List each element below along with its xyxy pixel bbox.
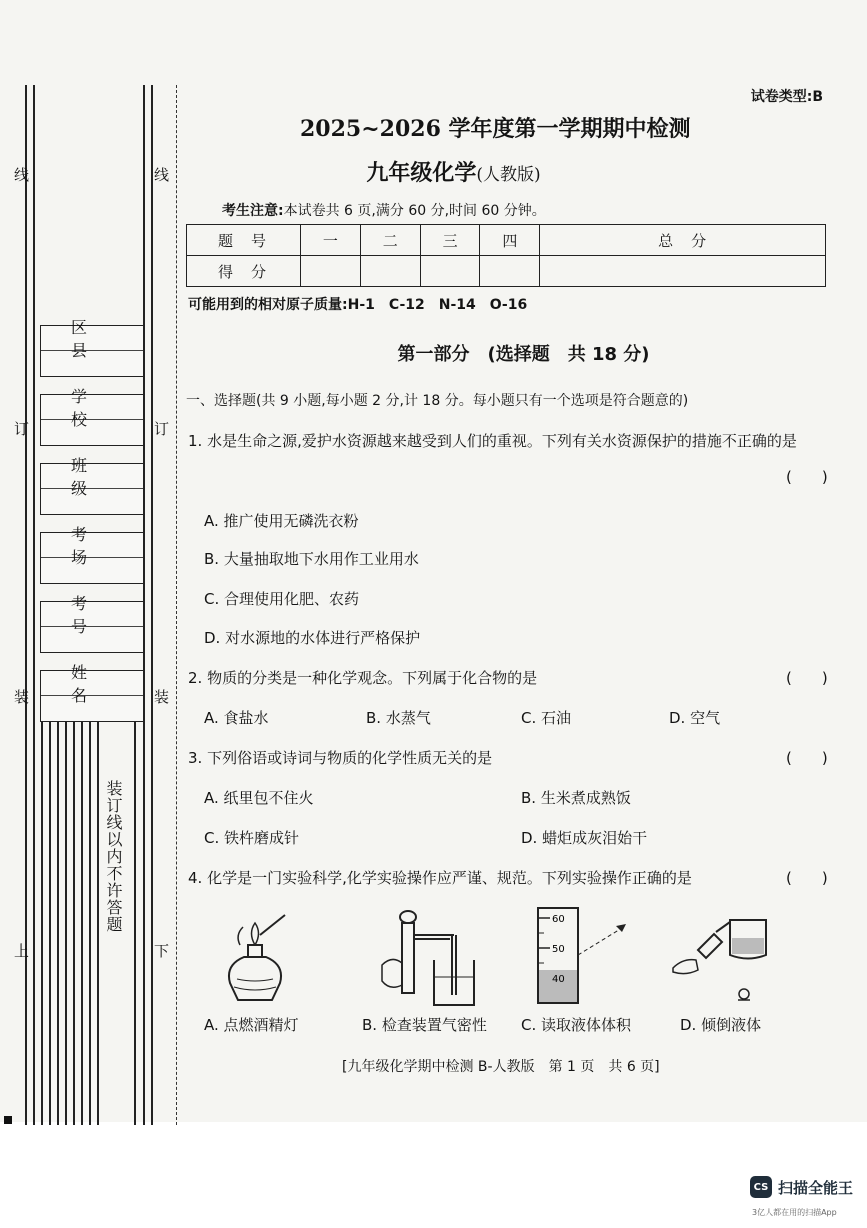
section-title: 第一部分 (选择题 共 18 分) — [397, 344, 650, 365]
scan-bottom-strip — [0, 1122, 867, 1228]
margin-line — [41, 680, 43, 1125]
score-cell[interactable] — [540, 256, 826, 287]
option: C. 合理使用化肥、农药 — [204, 590, 360, 608]
question-stem: 2. 物质的分类是一种化学观念。下列属于化合物的是 — [188, 669, 538, 687]
cut-line — [176, 85, 177, 1125]
student-info-fields — [40, 318, 144, 739]
option: C. 铁杵磨成针 — [204, 829, 300, 847]
logo-name: 扫描全能王 — [778, 1178, 854, 1197]
score-header-cell: 四 — [480, 225, 540, 256]
option: B. 生米煮成熟饭 — [521, 789, 631, 807]
margin-line — [81, 720, 83, 1125]
option: D. 空气 — [669, 709, 721, 727]
option: B. 大量抽取地下水用作工业用水 — [204, 550, 419, 568]
margin-char: 装 — [14, 688, 30, 706]
score-table-score-row — [187, 256, 826, 287]
score-cell[interactable] — [480, 256, 540, 287]
field-class[interactable] — [40, 456, 144, 515]
margin-line — [57, 720, 59, 1125]
option: A. 纸里包不住火 — [204, 789, 314, 807]
score-header-cell: 一 — [301, 225, 361, 256]
field-label: 考号 — [41, 602, 143, 627]
cylinder-mark: 60 — [552, 914, 565, 925]
pouring-liquid-figure — [668, 910, 778, 1010]
notice-text: 本试卷共 6 页,满分 60 分,时间 60 分钟。 — [283, 203, 546, 219]
score-table-header-row — [187, 225, 826, 256]
option: A. 食盐水 — [204, 709, 269, 727]
option: D. 倾倒液体 — [680, 1016, 762, 1034]
margin-line — [97, 720, 99, 1125]
exam-notice — [222, 200, 546, 220]
scanner-logo — [750, 1176, 853, 1198]
margin-line — [49, 720, 51, 1125]
margin-char: 装 — [154, 688, 170, 706]
score-table — [186, 224, 826, 287]
question-stem: 1. 水是生命之源,爱护水资源越来越受到人们的重视。下列有关水资源保护的措施不正确的是 — [188, 432, 797, 450]
field-label: 姓名 — [41, 671, 143, 696]
option: B. 检查装置气密性 — [362, 1016, 487, 1034]
margin-char: 下 — [154, 942, 170, 960]
airtightness-figure — [372, 905, 482, 1010]
score-cell[interactable] — [420, 256, 480, 287]
answer-paren[interactable]: ( ) — [786, 869, 828, 887]
page-footer: [九年级化学期中检测 B-人教版 第 1 页 共 6 页] — [342, 1059, 660, 1075]
option: C. 读取液体体积 — [521, 1016, 632, 1034]
score-row-label: 得分 — [187, 256, 301, 287]
alcohol-lamp-figure — [210, 905, 300, 1010]
score-header-cell: 二 — [360, 225, 420, 256]
question-stem: 4. 化学是一门实验科学,化学实验操作应严谨、规范。下列实验操作正确的是 — [188, 869, 692, 887]
binding-note: 装订线以内不许答题 — [104, 780, 123, 933]
answer-paren[interactable]: ( ) — [786, 468, 828, 486]
margin-line — [73, 720, 75, 1125]
answer-paren[interactable]: ( ) — [786, 669, 828, 687]
score-header-cell: 三 — [420, 225, 480, 256]
option: C. 石油 — [521, 709, 572, 727]
paper-type: 试卷类型:B — [750, 89, 823, 105]
graduated-cylinder-figure — [530, 900, 640, 1010]
score-cell[interactable] — [360, 256, 420, 287]
field-school[interactable] — [40, 387, 144, 446]
margin-line — [134, 720, 136, 1125]
margin-char: 线 — [154, 166, 170, 184]
score-header-cell: 题号 — [187, 225, 301, 256]
field-exam-number[interactable] — [40, 594, 144, 653]
score-cell[interactable] — [301, 256, 361, 287]
cylinder-mark: 40 — [552, 974, 565, 985]
field-label: 区县 — [41, 326, 143, 351]
margin-line — [33, 85, 35, 1125]
subject: 九年级化学 — [366, 160, 477, 186]
option: B. 水蒸气 — [366, 709, 431, 727]
margin-char: 订 — [154, 420, 170, 438]
exam-title: 2025~2026 学年度第一学期期中检测 — [300, 116, 691, 142]
notice-label: 考生注意: — [222, 203, 284, 219]
option: D. 对水源地的水体进行严格保护 — [204, 629, 421, 647]
atomic-masses: 可能用到的相对原子质量:H-1 C-12 N-14 O-16 — [188, 297, 528, 313]
margin-line — [151, 85, 153, 1125]
margin-line — [89, 720, 91, 1125]
margin-line — [25, 85, 27, 1125]
score-header-cell: 总分 — [540, 225, 826, 256]
field-label: 班级 — [41, 464, 143, 489]
logo-tagline: 3亿人都在用的扫描App — [752, 1208, 837, 1217]
field-exam-room[interactable] — [40, 525, 144, 584]
logo-badge: CS — [750, 1176, 772, 1198]
option: D. 蜡炬成灰泪始干 — [521, 829, 648, 847]
margin-char: 订 — [14, 420, 30, 438]
edition: (人教版) — [476, 165, 541, 185]
field-label: 考场 — [41, 533, 143, 558]
margin-line — [65, 720, 67, 1125]
section-instructions: 一、选择题(共 9 小题,每小题 2 分,计 18 分。每小题只有一个选项是符合题意的) — [186, 393, 689, 409]
option: A. 点燃酒精灯 — [204, 1016, 299, 1034]
answer-paren[interactable]: ( ) — [786, 749, 828, 767]
field-name[interactable] — [40, 663, 144, 722]
exam-subtitle — [0, 156, 867, 187]
cylinder-mark: 50 — [552, 944, 565, 955]
corner-mark — [4, 1116, 12, 1124]
question-stem: 3. 下列俗语或诗词与物质的化学性质无关的是 — [188, 749, 493, 767]
margin-char: 线 — [14, 166, 30, 184]
field-label: 学校 — [41, 395, 143, 420]
margin-char: 上 — [14, 942, 30, 960]
option: A. 推广使用无磷洗衣粉 — [204, 512, 359, 530]
